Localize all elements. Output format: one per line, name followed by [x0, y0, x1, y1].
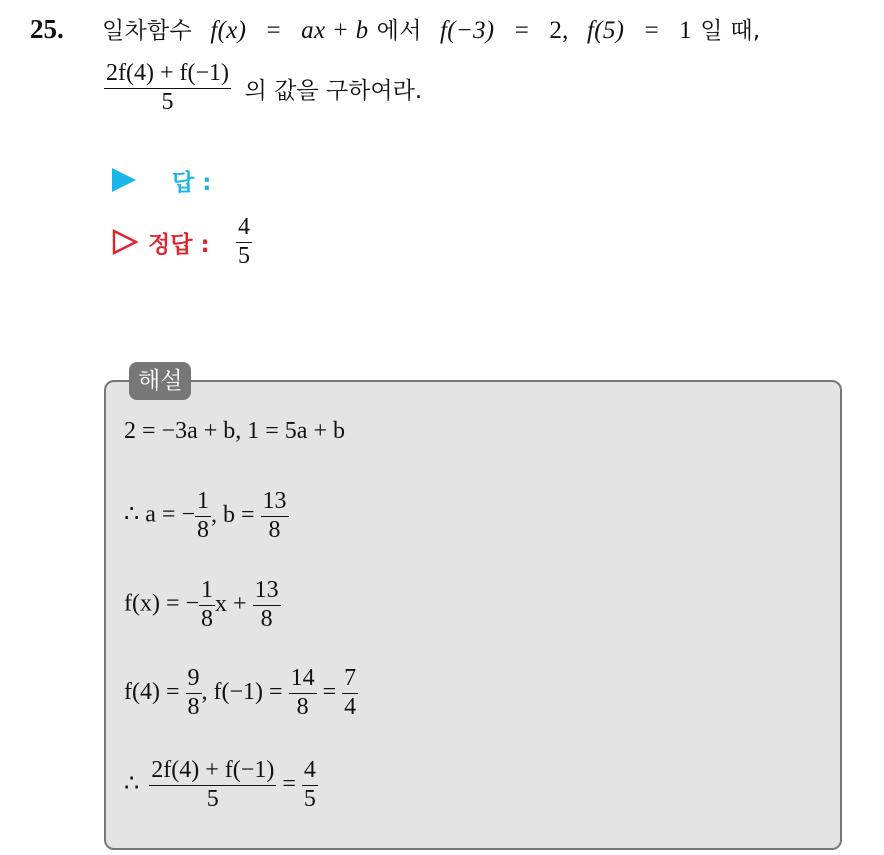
sol5-eq: =: [282, 770, 296, 797]
equals-sign: =: [266, 17, 281, 44]
solution-line-3: [124, 577, 281, 633]
question-number: 25.: [30, 14, 64, 44]
sol3-d1: 8: [201, 605, 214, 632]
stem-expression: ax + b: [301, 17, 369, 44]
sol2-n1: 1: [195, 488, 211, 517]
sol5-n1: 2f(4) + f(−1): [149, 757, 276, 786]
stem-korean-1: 일차함수: [102, 18, 193, 44]
correct-denominator: 5: [238, 242, 250, 269]
sol4-eq: =: [322, 678, 337, 705]
question-tail: 의 값을 구하여라.: [244, 77, 423, 104]
sol5-n2: 4: [302, 757, 318, 786]
solution-line-5: [124, 757, 318, 813]
sol3-lead: f(x) = −: [124, 590, 200, 617]
solution-line-4: [124, 665, 358, 721]
sol4-d1: 8: [187, 693, 200, 720]
sol5-d2: 5: [303, 785, 316, 812]
sol4-n1: 9: [186, 665, 202, 694]
target-fraction: [104, 60, 231, 116]
correct-answer-value: [236, 214, 252, 270]
target-numerator: 2f(4) + f(−1): [104, 60, 231, 89]
answer-label: 답 :: [172, 170, 212, 196]
sol4-mid: , f(−1) =: [201, 678, 283, 705]
sol2-mid: , b =: [211, 501, 255, 528]
answer-arrow-icon: [112, 168, 136, 192]
correct-numerator: 4: [236, 214, 252, 243]
sol2-n2: 13: [261, 488, 289, 517]
sol4-lead: f(4) =: [124, 678, 180, 705]
correct-arrow-outline-icon: [112, 229, 138, 255]
stem-korean-2: 에서: [376, 18, 422, 44]
sol2-lead: ∴ a = −: [124, 501, 195, 528]
stem-korean-3: 일 때,: [700, 18, 761, 44]
question-stem-line2: [104, 60, 422, 116]
sol2-d2: 8: [268, 516, 281, 543]
stem-function: f(x): [210, 17, 247, 44]
target-denominator: 5: [161, 88, 174, 115]
question-stem-line1: [102, 12, 760, 45]
sol2-d1: 8: [197, 516, 209, 543]
correct-answer-label: 정답 :: [148, 232, 210, 258]
sol4-d2: 8: [296, 693, 309, 720]
condition1-lhs: f(−3): [439, 17, 495, 44]
sol4-d3: 4: [344, 693, 357, 720]
sol3-d2: 8: [260, 605, 273, 632]
equals-sign: =: [644, 17, 659, 44]
solution-line-2: [124, 488, 289, 544]
solution-line-1: 2 = −3a + b, 1 = 5a + b: [124, 418, 345, 444]
sol3-n2: 13: [253, 577, 281, 606]
equals-sign: =: [514, 17, 530, 44]
condition2-lhs: f(5): [586, 17, 625, 44]
sol3-n1: 1: [199, 577, 215, 606]
solution-tab: 해설: [129, 362, 191, 400]
sol3-mid: x +: [215, 590, 247, 617]
sol4-n3: 7: [342, 665, 358, 694]
sol4-n2: 14: [289, 665, 317, 694]
sol5-d1: 5: [206, 785, 219, 812]
condition2-rhs: 1: [679, 17, 692, 44]
sol5-lead: ∴: [124, 770, 140, 797]
condition1-rhs: 2,: [549, 17, 569, 44]
